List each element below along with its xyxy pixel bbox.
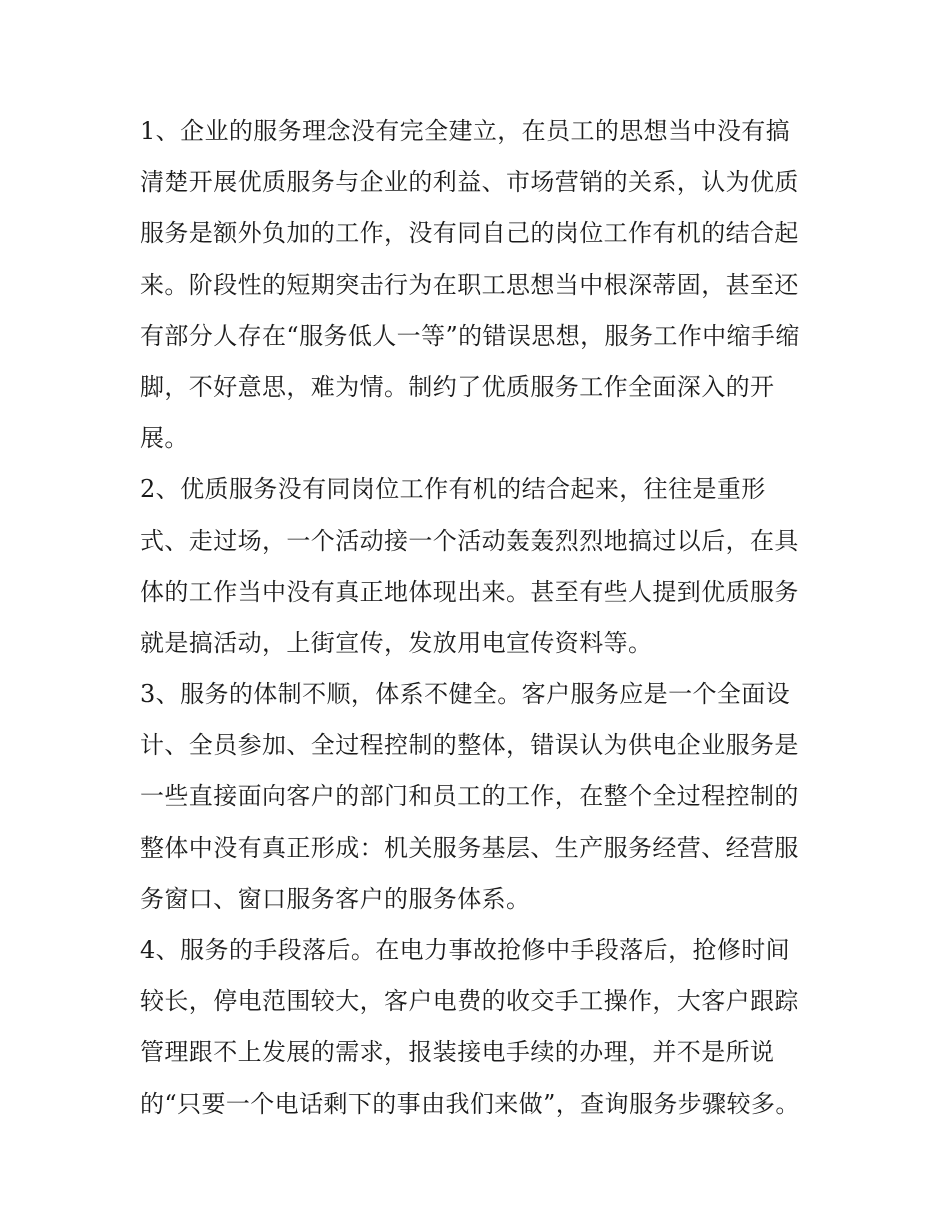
text-line: 清楚开展优质服务与企业的利益、市场营销的关系，认为优质 xyxy=(140,168,799,197)
text-line: 管理跟不上发展的需求，报装接电手续的办理，并不是所说 xyxy=(140,1038,775,1067)
text-line: 2、优质服务没有同岗位工作有机的结合起来，往往是重形 xyxy=(140,475,766,504)
text-line: 的“只要一个电话剩下的事由我们来做”，查询服务步骤较多。 xyxy=(140,1089,800,1118)
text-line: 整体中没有真正形成：机关服务基层、生产服务经营、经营服 xyxy=(140,833,799,862)
text-line: 就是搞活动，上街宣传，发放用电宣传资料等。 xyxy=(140,628,653,657)
text-line: 展。 xyxy=(140,424,189,453)
text-line: 务窗口、窗口服务客户的服务体系。 xyxy=(140,884,531,913)
text-line: 一些直接面向客户的部门和员工的工作，在整个全过程控制的 xyxy=(140,782,799,811)
text-line: 来。阶段性的短期突击行为在职工思想当中根深蒂固，甚至还 xyxy=(140,270,799,299)
text-line: 脚，不好意思，难为情。制约了优质服务工作全面深入的开 xyxy=(140,372,775,401)
text-line: 4、服务的手段落后。在电力事故抢修中手段落后，抢修时间 xyxy=(140,936,791,964)
text-line: 3、服务的体制不顺，体系不健全。客户服务应是一个全面设 xyxy=(140,680,791,709)
text-line: 计、全员参加、全过程控制的整体，错误认为供电企业服务是 xyxy=(140,731,799,760)
text-line: 1、企业的服务理念没有完全建立，在员工的思想当中没有搞 xyxy=(140,117,791,145)
text-line: 体的工作当中没有真正地体现出来。甚至有些人提到优质服务 xyxy=(140,577,799,606)
text-line: 服务是额外负加的工作，没有同自己的岗位工作有机的结合起 xyxy=(140,219,799,248)
text-line: 较长，停电范围较大，客户电费的收交手工操作，大客户跟踪 xyxy=(140,987,799,1016)
text-line: 有部分人存在“服务低人一等”的错误思想，服务工作中缩手缩 xyxy=(140,321,800,350)
document-body xyxy=(140,106,820,1130)
text-line: 式、走过场，一个活动接一个活动轰轰烈烈地搞过以后，在具 xyxy=(140,526,799,555)
